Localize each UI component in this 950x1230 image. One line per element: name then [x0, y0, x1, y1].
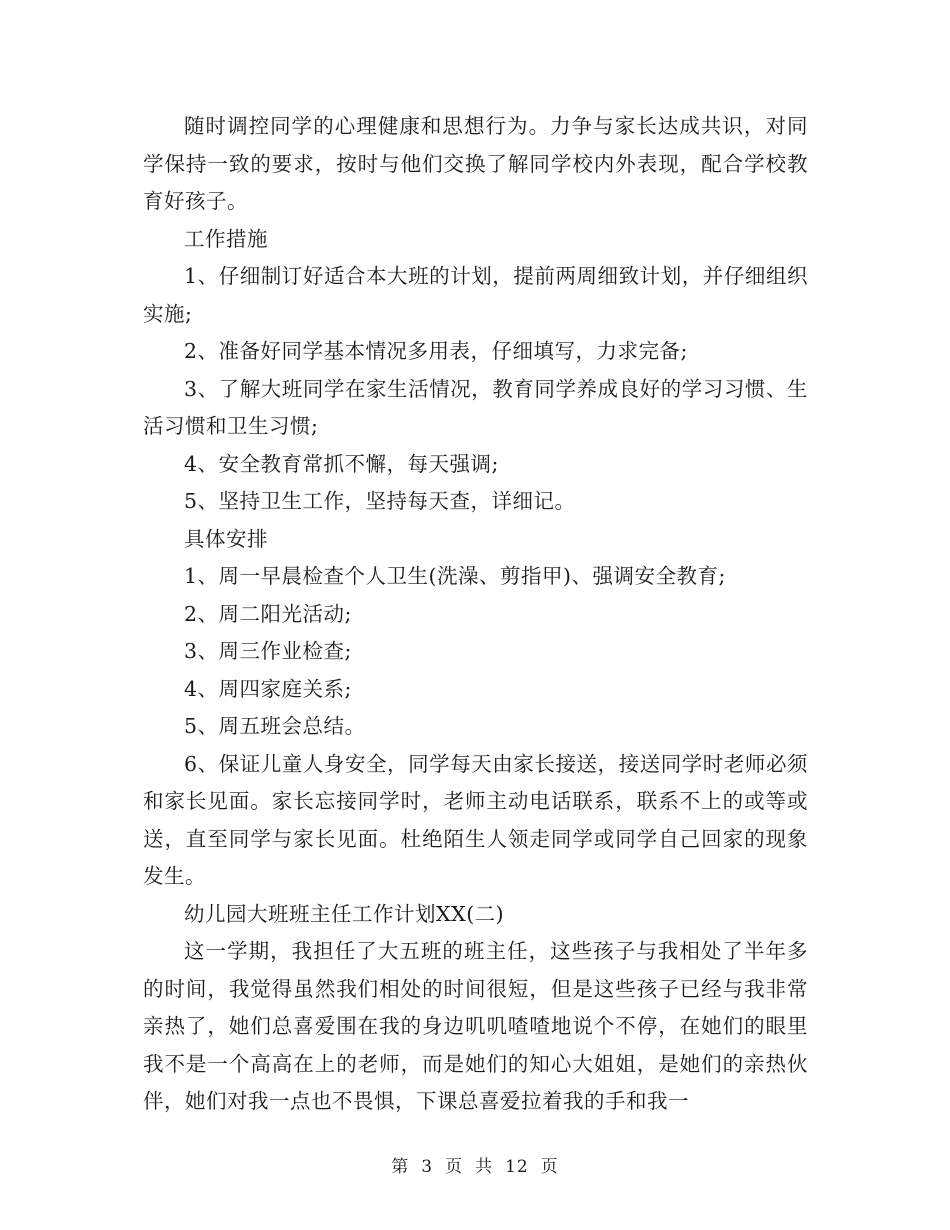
- list-item: 1、周一早晨检查个人卫生(洗澡、剪指甲)、强调安全教育;: [184, 564, 726, 588]
- list-item: 4、安全教育常抓不懈，每天强调;: [184, 451, 499, 476]
- list-item: 2、准备好同学基本情况多用表，仔细填写，力求完备;: [184, 339, 688, 363]
- list-item: 6、保证儿童人身安全，同学每天由家长接送，接送同学时老师必须和家长见面。家长忘接同学时，老师主动电话联系，联系不上的或等或送，直至同学与家长见面。杜绝陌生人领走同学或同学自己回家的现象发生。: [143, 751, 808, 888]
- section-title: 幼儿园大班班主任工作计划XX(二): [184, 901, 505, 926]
- footer-prefix: 第: [391, 1157, 410, 1177]
- list-item: 3、了解大班同学在家生活情况，教育同学养成良好的学习习惯、生活习惯和卫生习惯;: [143, 376, 808, 438]
- page-footer: [0, 1152, 950, 1177]
- list-item: 5、周五班会总结。: [184, 714, 366, 738]
- list-item: 2、周二阳光活动;: [184, 601, 352, 626]
- list-item: 1、仔细制订好适合本大班的计划，提前两周细致计划，并仔细组织实施;: [143, 264, 808, 326]
- list-item: 3、周三作业检查;: [184, 639, 352, 663]
- footer-page-word: 页: [445, 1157, 464, 1177]
- section-heading-measures: 工作措施: [184, 226, 268, 251]
- paragraph: 随时调控同学的心理健康和思想行为。力争与家长达成共识，对同学保持一致的要求，按时与他们交换了解同学校内外表现，配合学校教育好孩子。: [143, 114, 808, 213]
- list-item: 5、坚持卫生工作，坚持每天查，详细记。: [184, 489, 576, 513]
- list-item: 4、周四家庭关系;: [184, 676, 352, 701]
- footer-total-word: 共: [475, 1157, 494, 1177]
- document-body: [143, 108, 808, 1121]
- current-page-number: 3: [421, 1157, 434, 1177]
- paragraph: 这一学期，我担任了大五班的班主任，这些孩子与我相处了半年多的时间，我觉得虽然我们相处的时间很短，但是这些孩子已经与我非常亲热了，她们总喜爱围在我的身边叽叽喳喳地说个不停，在她们的眼里我不是一个高高在上的老师，而是她们的知心大姐姐，是她们的亲热伙伴，她们对我一点也不畏惧，下课总喜爱拉着我的手和我一: [143, 939, 808, 1113]
- total-page-count: 12: [505, 1157, 529, 1177]
- section-heading-arrangement: 具体安排: [184, 526, 268, 551]
- footer-suffix: 页: [540, 1157, 559, 1177]
